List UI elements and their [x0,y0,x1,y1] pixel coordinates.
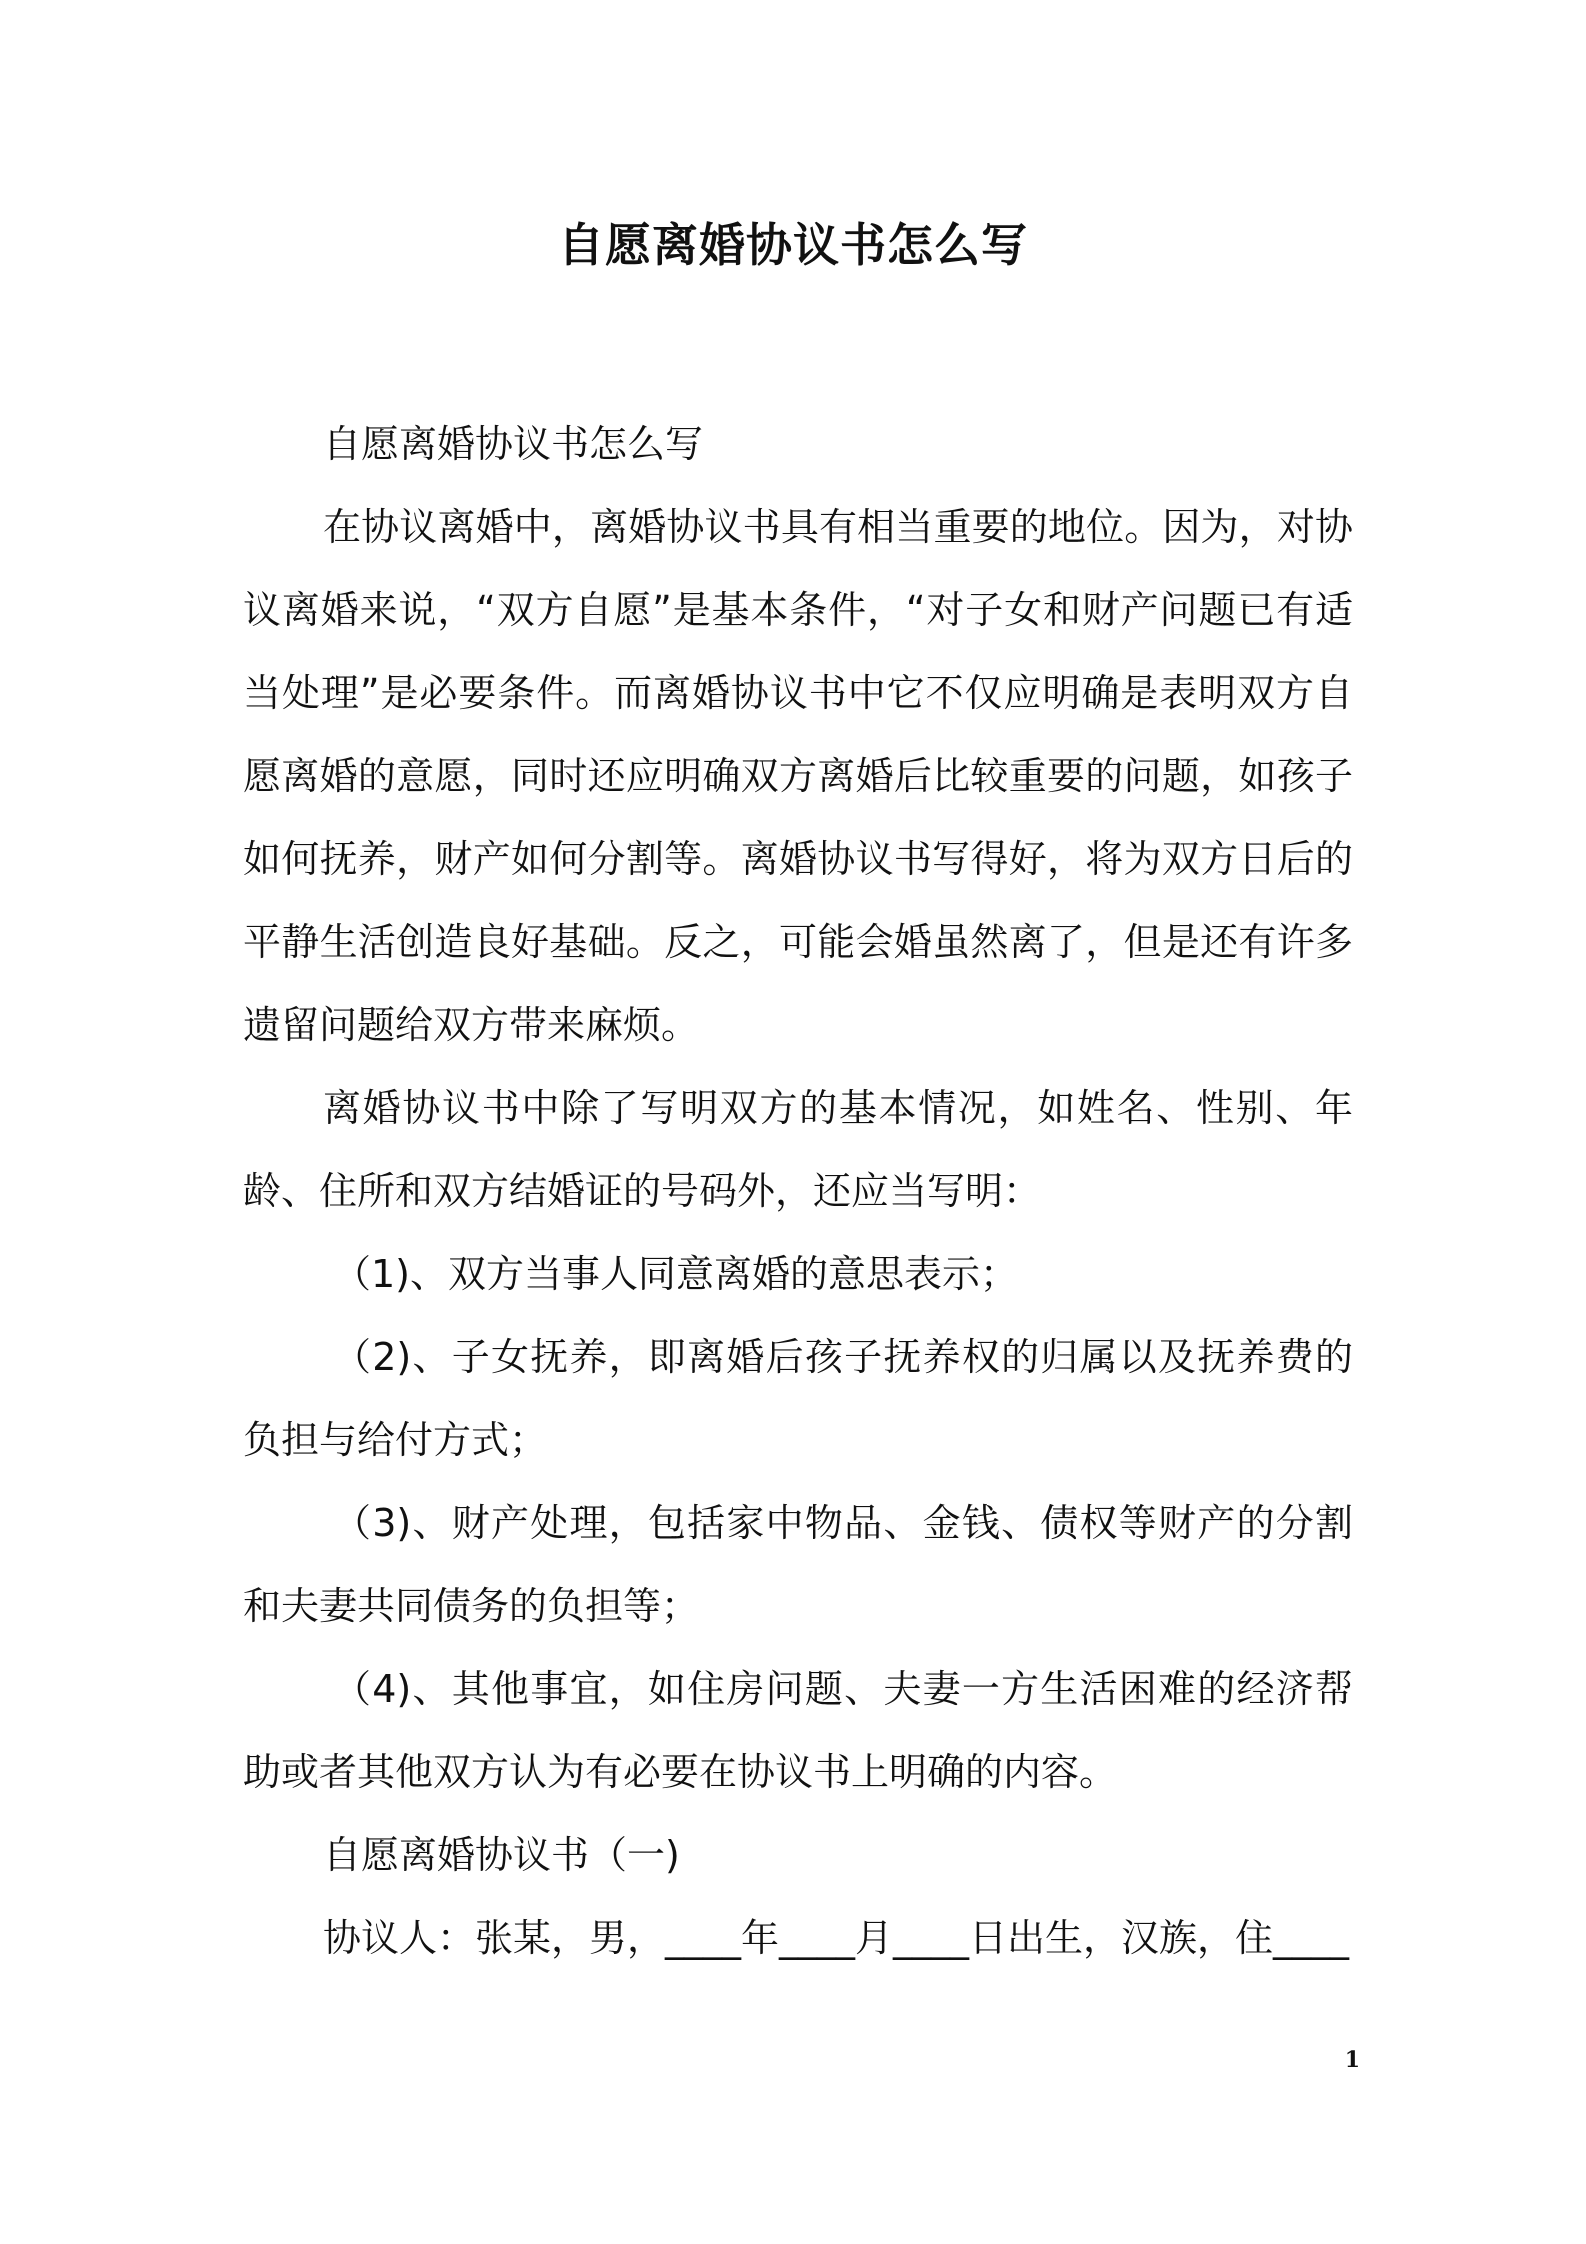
intro-paragraph: 在协议离婚中，离婚协议书具有相当重要的地位。因为，对协议离婚来说，“双方自愿”是基本条件，“对子女和财产问题已有适当处理”是必要条件。而离婚协议书中它不仅应明确是表明双方自愿离婚的意愿，同时还应明确双方离婚后比较重要的问题，如孩子如何抚养，财产如何分割等。离婚协议书写得好，将为双方日后的平静生活创造良好基础。反之，可能会婚虽然离了，但是还有许多遗留问题给双方带来麻烦。 [243,505,1353,1047]
list-item-2: （2)、子女抚养，即离婚后孩子抚养权的归属以及抚养费的负担与给付方式； [243,1335,1353,1462]
subtitle-paragraph: 自愿离婚协议书怎么写 [323,422,704,466]
document-body [243,403,1353,1980]
requirements-paragraph: 离婚协议书中除了写明双方的基本情况，如姓名、性别、年龄、住所和双方结婚证的号码外，还应当写明： [243,1086,1353,1213]
list-item-3: （3)、财产处理，包括家中物品、金钱、债权等财产的分割和夫妻共同债务的负担等； [243,1501,1353,1628]
list-item-1: （1)、双方当事人同意离婚的意思表示； [333,1252,1019,1296]
agreement-heading: 自愿离婚协议书（一) [323,1833,680,1877]
document-title: 自愿离婚协议书怎么写 [558,218,1028,272]
list-item-4: （4)、其他事宜，如住房问题、夫妻一方生活困难的经济帮助或者其他双方认为有必要在协议书上明确的内容。 [243,1667,1353,1794]
party-info-line: 协议人：张某，男，____年____月____日出生，汉族，住____ [323,1916,1350,1960]
page-number: 1 [1344,2047,1360,2073]
